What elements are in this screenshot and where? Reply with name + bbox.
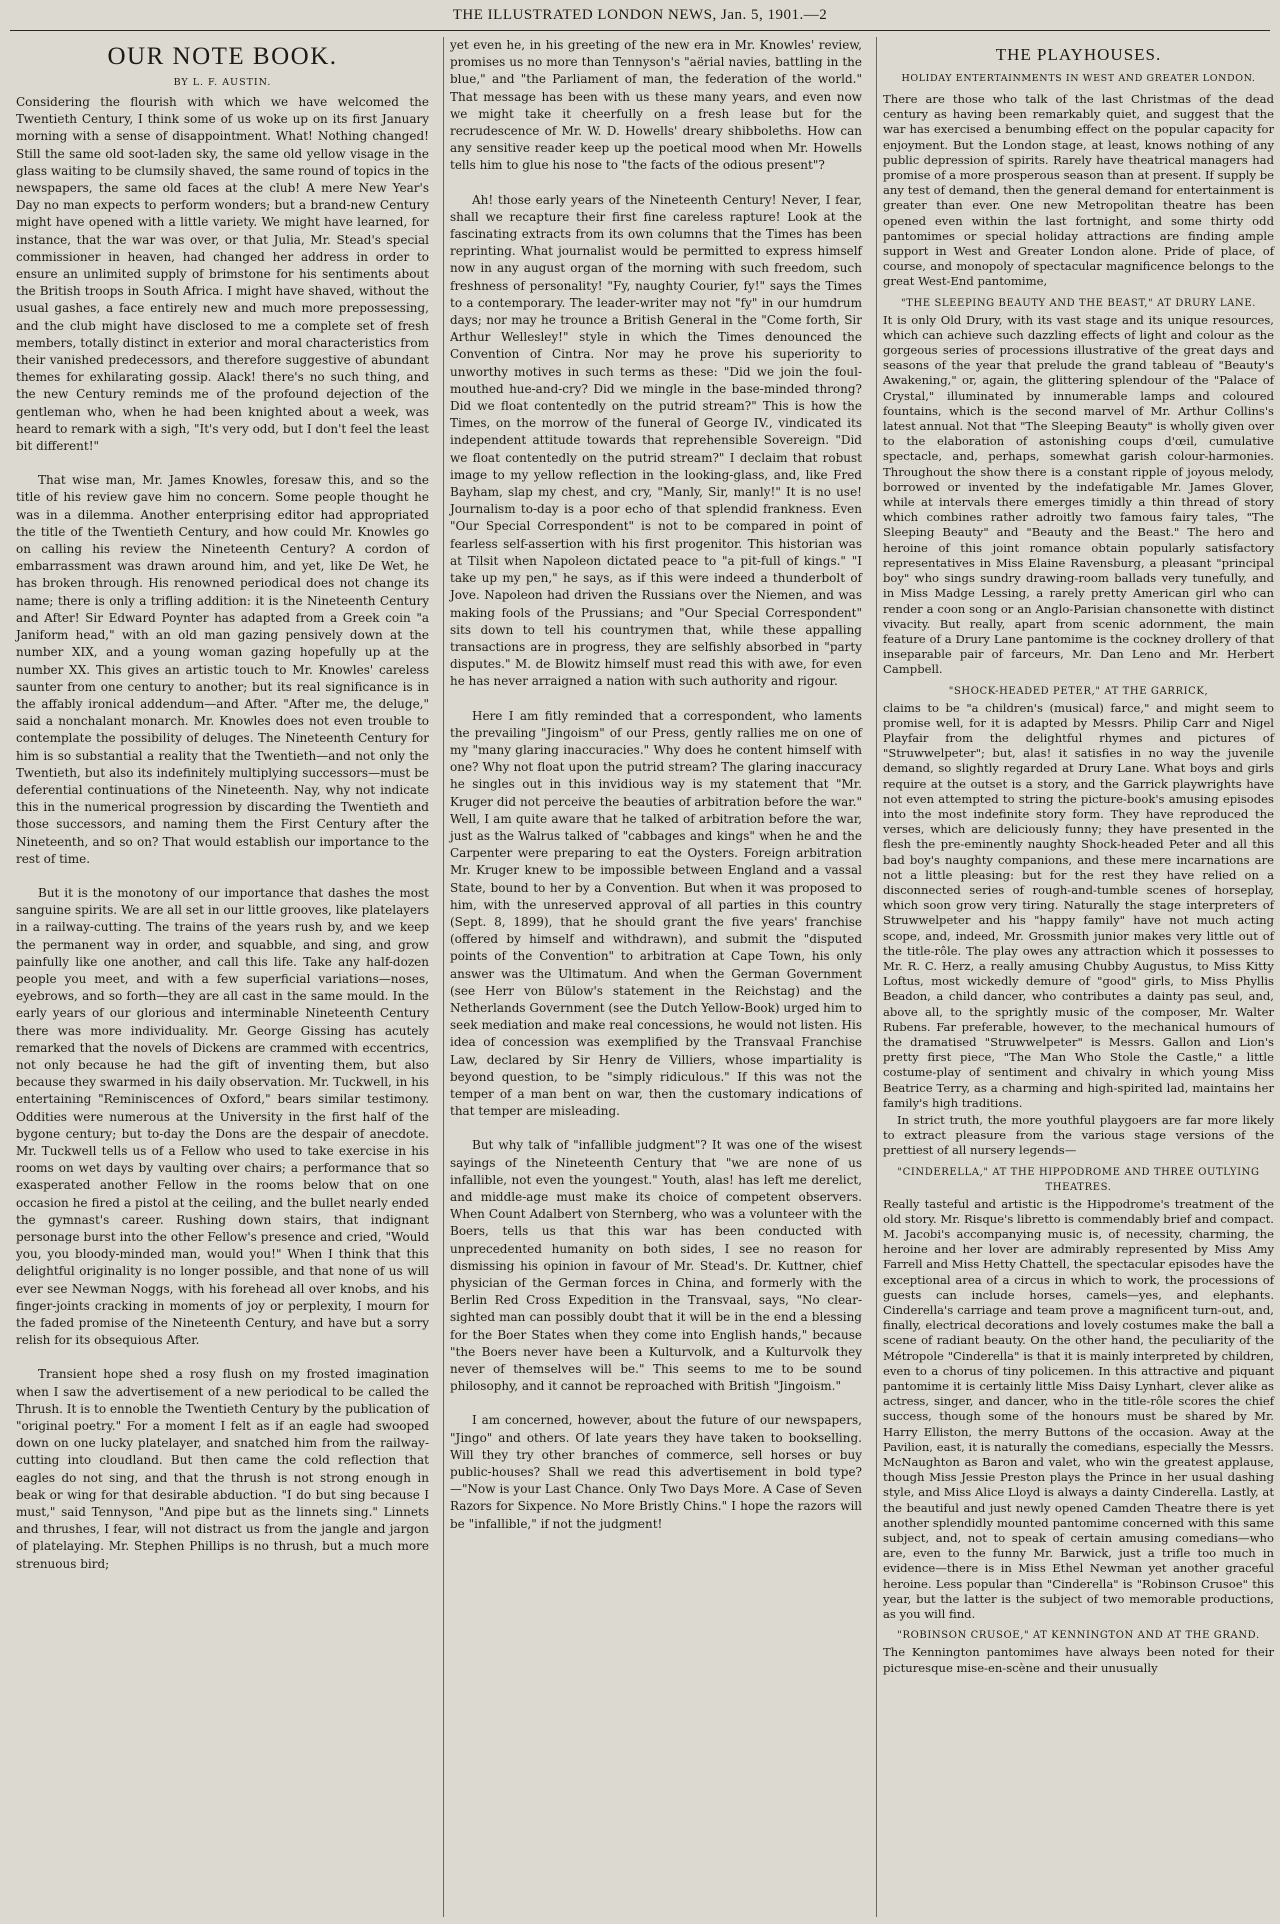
column-two-paragraph: yet even he, in his greeting of the new era in Mr. Knowles' review, promises us no more than Tennyson's "aërial navies, battling in the blue," and "the Parliament of man, the federation of the world." That message has been with us these many years, and even now we might take it cheerfully on a fresh lease but for the recrudescence of Mr. W. D. Howells' dreary shibboleths. How can any sensitive reader keep up the poetical mood when Mr. Howells tells him to glue his nose to "the facts of the odious present"? [450,38,862,173]
note-book-paragraph: That wise man, Mr. James Knowles, foresaw this, and so the title of his review gave him no concern. Some people thought he was in a dilemma. Another enterprising editor had appropriated the title of the Twentieth Century, and how could Mr. Knowles go on calling his review the Nineteenth Century? A cordon of embarrassment was drawn around him, and yet, like De Wet, he has broken through. His renowned periodical does not change its name; there is only a trifling addition: it is the Nineteenth Century and After! Sir Edward Poynter has adapted from a Greek coin "a Janiform head," with an old man gazing pensively down at the number XIX, and a young woman gazing hopefully up at the number XX. This gives an artistic touch to Mr. Knowles' careless saunter from one century to another; but its real significance is in the affably ironical addendum—and After. "After me, the deluge," said a nonchalant monarch. Mr. Knowles does not even trouble to contemplate the possibility of deluges. The Nineteenth Century for him is so substantial a reality that the Twentieth—and not only the Twentieth, but also its indefinitely multiplying successors—must be deferential continuations of the Nineteenth. Nay, why not indicate this in the numerical progression by discarding the Twentieth and those successors, and naming them the First Century after the Nineteenth, and so on? That would establish our importance to the rest of time. [16,473,429,866]
note-book-paragraph: Considering the flourish with which we have welcomed the Twentieth Century, I think some of us woke up on its first January morning with a sense of disappointment. What! Nothing changed! Still the same old soot-laden sky, the same old yellow visage in the glass waiting to be clumsily shaved, the same round of topics in the newspapers, the same old faces at the club! A mere New Year's Day no man expects to perform wonders; but a brand-new Century might have opened with a little variety. We might have learned, for instance, that the war was over, or that Julia, Mr. Stead's special commissioner in heaven, had changed her address in order to ensure an unlimited supply of brimstone for his sentiments about the British troops in South Africa. I might have shaved, without the usual gashes, a face entirely new and much more prepossessing, and the club might have disclosed to me a complete set of fresh members, totally distinct in exterior and moral characteristics from their vanished predecessors, and therefore suggestive of abundant themes for exhilarating gossip. Alack! there's no such thing, and the new Century reminds me of the profound dejection of the gentleman who, when he had been knighted about a week, was heard to remark with a sigh, "It's very odd, but I don't feel the least bit different!" [16,95,429,454]
playhouses-subtitle: HOLIDAY ENTERTAINMENTS IN WEST AND GREATER LONDON. [901,73,1256,84]
drury-lane-review: It is only Old Drury, with its vast stage and its unique resources, which can achieve such dazzling effects of light and colour as the gorgeous series of processions illustrative of the great days and seasons of the year that prelude the grand tableau of "Beauty's Awakening," or, again, the glittering splendour of the "Palace of Crystal," illuminated by innumerable lamps and coloured fountains, which is the second marvel of Mr. Arthur Collins's latest annual. Not that "The Sleeping Beauty" is wholly given over to the elaboration of astonishing coups d'œil, cumulative spectacle, and, perhaps, somewhat garish colour-harmonies. Throughout the show there is a constant ripple of joyous melody, borrowed or invented by the indefatigable Mr. James Glover, while at intervals there emerges timidly a thin thread of story which combines rather adroitly two famous fairy tales, "The Sleeping Beauty" and "Beauty and the Beast." The hero and heroine of this joint romance obtain popularly satisfactory representatives in Miss Elaine Ravensburg, a pleasant "principal boy" who sings sundry drawing-room ballads very tunefully, and in Miss Madge Lessing, a rarely pretty American girl who can render a coon song or an Anglo-Parisian chansonette with distinct vivacity. But really, apart from scenic adornment, the main feature of a Drury Lane pantomime is the cockney drollery of that inseparable pair of farceurs, Mr. Dan Leno and Mr. Herbert Campbell. [883,312,1274,677]
cinderella-review: Really tasteful and artistic is the Hippodrome's treatment of the old story. Mr. Risque's libretto is commendably brief and compact. M. Jacobi's accompanying music is, of necessity, charming, the heroine and her lover are admirably represented by Miss Amy Farrell and Miss Hetty Chattell, the spectacular episodes have the exceptional area of a circus in which to work, the processions of guests can include horses, camels—yes, and elephants. Cinderella's carriage and team prove a magnificent turn-out, and, finally, electrical decorations and lovely costumes make the ball a scene of radiant beauty. On the other hand, the peculiarity of the Métropole "Cinderella" is that it is mainly interpreted by children, even to a chorus of tiny policemen. In this attractive and piquant pantomime it is certainly little Miss Daisy Lynhart, clever alike as actress, singer, and dancer, who in the title-rôle scores the chief success, though some of the honours must be shared by Mr. Harry Elliston, the merry Buttons of the occasion. Away at the Pavilion, east, it is naturally the comedians, especially the Messrs. McNaughton as Baron and valet, who win the greatest applause, though Miss Jessie Preston plays the Prince in her usual dashing style, and Miss Alice Lloyd is always a dainty Cinderella. Lastly, at the beautiful and just newly opened Camden Theatre there is yet another splendidly mounted pantomime concerned with this same subject, and, not to speak of certain amusing comedians—who are, even to the funny Mr. Barwick, just a trifle too much in evidence—there is in Miss Ethel Newman yet another graceful heroine. Less popular than "Cinderella" is "Robinson Crusoe" this year, but the latter is the subject of two memorable productions, as you will find. [883,1196,1274,1622]
garrick-review-continued: In strict truth, the more youthful playgoers are far more likely to extract pleasure from the various stage versions of the prettiest of all nursery legends— [883,1113,1274,1158]
column-two-paragraph: Ah! those early years of the Nineteenth Century! Never, I fear, shall we recapture their first fine careless rapture! Look at the fascinating extracts from its own columns that the Times has been reprinting. What journalist would be permitted to express himself now in any august organ of the morning with such freedom, such freshness of personality! "Fy, naughty Courier, fy!" says the Times to a contemporary. The leader-writer may not "fy" in our humdrum days; nor may he trounce a British General in the "Come forth, Sir Arthur Wellesley!" style in which the Times denounced the Convention of Cintra. Nor may he prove his superiority to unworthy motives in such terms as these: "Did we join the foul-mouthed hue-and-cry? Did we mingle in the base-minded throng? Did we float contentedly on the putrid stream?" This is how the Times, on the morrow of the funeral of George IV., vindicated its independent attitude towards that reprehensible Sovereign. "Did we float contentedly on the putrid stream?" I declaim that robust image to my yellow reflection in the looking-glass, and, like Fred Bayham, slap my chest, and cry, "Manly, Sir, manly!" It is no use! Journalism to-day is a poor echo of that splendid frankness. Even "Our Special Correspondent" is not to be compared in point of fearless self-assertion with his first progenitor. This historian was at Tilsit when Napoleon dictated peace to "a pit-full of kings." "I take up my pen," he says, as if this were indeed a thunderbolt of Jove. Napoleon had driven the Russians over the Niemen, and was making fools of the Prussians; and "Our Special Correspondent" sits down to tell his countrymen that, while these appalling transactions are in progress, they are selfishly absorbed in "party disputes." M. de Blowitz himself must read this with awe, for even he has never arraigned a nation with such authority and rigour. [450,192,862,689]
robinson-crusoe-review: The Kennington pantomimes have always been noted for their picturesque mise-en-scène and their unusually [883,1645,1274,1675]
column-two-paragraph: Here I am fitly reminded that a correspondent, who laments the prevailing "Jingoism" of our Press, gently rallies me on one of my "many glaring inaccuracies." Why does he content himself with one? Why not float upon the putrid stream? The glaring inaccuracy he singles out in this invidious way is my statement that "Mr. Kruger did not perceive the beauties of arbitration before the war." Well, I am quite aware that he talked of arbitration before the war, just as the Walrus talked of "cabbages and kings" when he and the Carpenter were preparing to eat the Oysters. Foreign arbitration Mr. Kruger knew to be impossible between England and a vassal State, bound to her by a Convention. But when it was proposed to him, with the unreserved approval of all parties in this country (Sept. 8, 1899), that he should grant the five years' franchise (offered by himself and withdrawn), and submit the "disputed points of the Convention" to arbitration at Cape Town, his only answer was the Ultimatum. And when the German Government (see Herr von Bülow's statement in the Reichstag) and the Netherlands Government (see the Dutch Yellow-Book) urged him to seek mediation and make real concessions, he would not listen. His idea of concession was exemplified by the Transvaal Franchise Law, declared by Sir Henry de Villiers, whose impartiality is beyond question, to be "simply ridiculous." If this was not the temper of a man bent on war, then the customary indications of that temper are misleading. [450,708,862,1119]
masthead: THE ILLUSTRATED LONDON NEWS, Jan. 5, 1901.—2 [10,6,1270,31]
column-playhouses [876,37,1280,1917]
column-two-paragraph: But why talk of "infallible judgment"? It was one of the wisest sayings of the Nineteenth Century that "we are none of us infallible, not even the youngest." Youth, alas! has left me derelict, and middle-age must make its choice of competent observers. When Count Adalbert von Sternberg, who was a volunteer with the Boers, tells us that this war has been conducted with unprecedented humanity on both sides, I see no reason for dismissing his opinion in favour of Mr. Stead's. Dr. Kuttner, chief physician of the German forces in China, and formerly with the Berlin Red Cross Expedition in the Transvaal, says, "No clear-sighted man can possibly doubt that it will be in the end a blessing for the Boer States when they come into English hands," because "the Boers never have been a Kulturvolk, and a Kulturvolk they never of themselves will be." This seems to me to be sound philosophy, and it cannot be reproached with British "Jingoism." [450,1138,862,1394]
garrick-review: claims to be "a children's (musical) farce," and might seem to promise well, for it is adapted by Messrs. Philip Carr and Nigel Playfair from the delightful rhymes and pictures of "Struwwelpeter"; but, alas! it satisfies in no way the juvenile demand, so slightly regarded at Drury Lane. What boys and girls require at the outset is a story, and the Garrick playwrights have not even attempted to string the picture-book's amusing episodes into the most indefinite story form. They have reproduced the verses, which are deliciously funny; they have presented in the flesh the pre-eminently naughty Shock-headed Peter and all this bad boy's naughty companions, and these mere incarnations are not a little pleasing: but for the rest they have relied on a disconnected series of rough-and-tumble scenes of horseplay, which soon grow very tiring. Naturally the stage interpreters of Struwwelpeter and his "happy family" have not much acting scope, and, indeed, Mr. Grossmith junior makes very little out of the title-rôle. The play owes any attraction which it possesses to Mr. R. C. Herz, a really amusing Chubby Augustus, to Miss Kitty Loftus, most wickedly demure of "good" girls, to Miss Phyllis Beadon, a child dancer, who contributes a dainty pas seul, and, above all, to the sprightly music of the composer, Mr. Walter Rubens. Far preferable, however, to the mechanical humours of the dramatised "Struwwelpeter" is Messrs. Gallon and Lion's pretty first piece, "The Man Who Stole the Castle," a little costume-play of sentiment and chivalry in which young Miss Beatrice Terry, as a charming and high-spirited lad, maintains her family's high traditions. [883,700,1274,1110]
garrick-heading: "SHOCK-HEADED PETER," AT THE GARRICK, [948,685,1209,697]
columns [10,37,1274,1917]
playhouses-title: THE PLAYHOUSES. [995,45,1162,64]
drury-lane-heading: "THE SLEEPING BEAUTY AND THE BEAST," AT DRURY LANE. [900,297,1256,309]
column-two-paragraph: I am concerned, however, about the future of our newspapers, "Jingo" and others. Of late years they have taken to bookselling. Will they try other branches of commerce, sell horses or buy public-houses? Shall we read this advertisement in bold type?—"Now is your Last Chance. Only Two Days More. A Case of Seven Razors for Sixpence. No More Bristly Chins." I hope the razors will be "infallible," if not the judgment! [450,1413,862,1531]
note-book-paragraph: But it is the monotony of our importance that dashes the most sanguine spirits. We are all set in our little grooves, like platelayers in a railway-cutting. The trains of the years rush by, and we keep the permanent way in order, and squabble, and sing, and grow painfully like one another, and call this life. Take any half-dozen people you meet, and with a few superficial variations—noses, eyebrows, and so forth—they are all cast in the same mould. In the early years of our glorious and interminable Nineteenth Century there was more individuality. Mr. George Gissing has acutely remarked that the novels of Dickens are crammed with eccentrics, not only because he had the gift of inventing them, but also because they swarmed in his daily observation. Mr. Tuckwell, in his entertaining "Reminiscences of Oxford," bears similar testimony. Oddities were numerous at the University in the first half of the bygone century; but to-day the Dons are the despair of anecdote. Mr. Tuckwell tells us of a Fellow who used to take exercise in his rooms on wet days by vaulting over chairs; a performance that so exasperated another Fellow in the rooms below that on one occasion he fired a pistol at the ceiling, and the bullet nearly ended the gymnast's career. Rushing down stairs, that indignant personage burst into the other Fellow's presence and cried, "Would you, you bloody-minded man, would you!" When I think that this delightful originality is no longer possible, and that none of us will ever see Newman Noggs, with his forehead all over knobs, and his finger-joints cracking in moments of joy or perplexity, I mourn for the faded promise of the Nineteenth Century, and have but a sorry relish for its obsequious After. [16,885,429,1348]
robinson-crusoe-heading: "ROBINSON CRUSOE," AT KENNINGTON AND AT THE GRAND. [897,1630,1260,1642]
note-book-title: OUR NOTE BOOK. [107,43,338,70]
cinderella-heading: "CINDERELLA," AT THE HIPPODROME AND THREE OUTLYING THEATRES. [897,1166,1260,1193]
byline: BY L. F. AUSTIN. [173,77,272,88]
note-book-paragraph: Transient hope shed a rosy flush on my frosted imagination when I saw the advertisement of a new periodical to be called the Thrush. It is to ennoble the Twentieth Century by the publication of "original poetry." For a moment I felt as if an eagle had swooped down on one lucky platelayer, and snatched him from the railway-cutting into cloudland. But then came the cold reflection that eagles do not sing, and that the thrush is not strong enough in beak or wing for that desirable abduction. "I do but sing because I must," said Tennyson, "And pipe but as the linnets sing." Linnets and thrushes, I fear, will not distract us from the jangle and jargon of platelaying. Mr. Stephen Phillips is no thrush, but a much more strenuous bird; [16,1367,429,1571]
column-two [443,37,868,1917]
playhouses-intro: There are those who talk of the last Christmas of the dead century as having been remarkably quiet, and suggest that the war has exercised a benumbing effect on the popular capacity for enjoyment. But the London stage, at least, knows nothing of any public depression of spirits. Rarely have theatrical managers had promise of a more prosperous season than at present. If supply be any test of demand, then the general demand for entertainment is greater than ever. One new Metropolitan theatre has been opened even within the last fortnight, and some thirty odd pantomimes or special holiday attractions are finding ample support in West and Greater London alone. Pride of place, of course, and monopoly of spectacular magnificence belongs to the great West-End pantomime, [883,92,1274,289]
column-note-book [10,37,435,1917]
